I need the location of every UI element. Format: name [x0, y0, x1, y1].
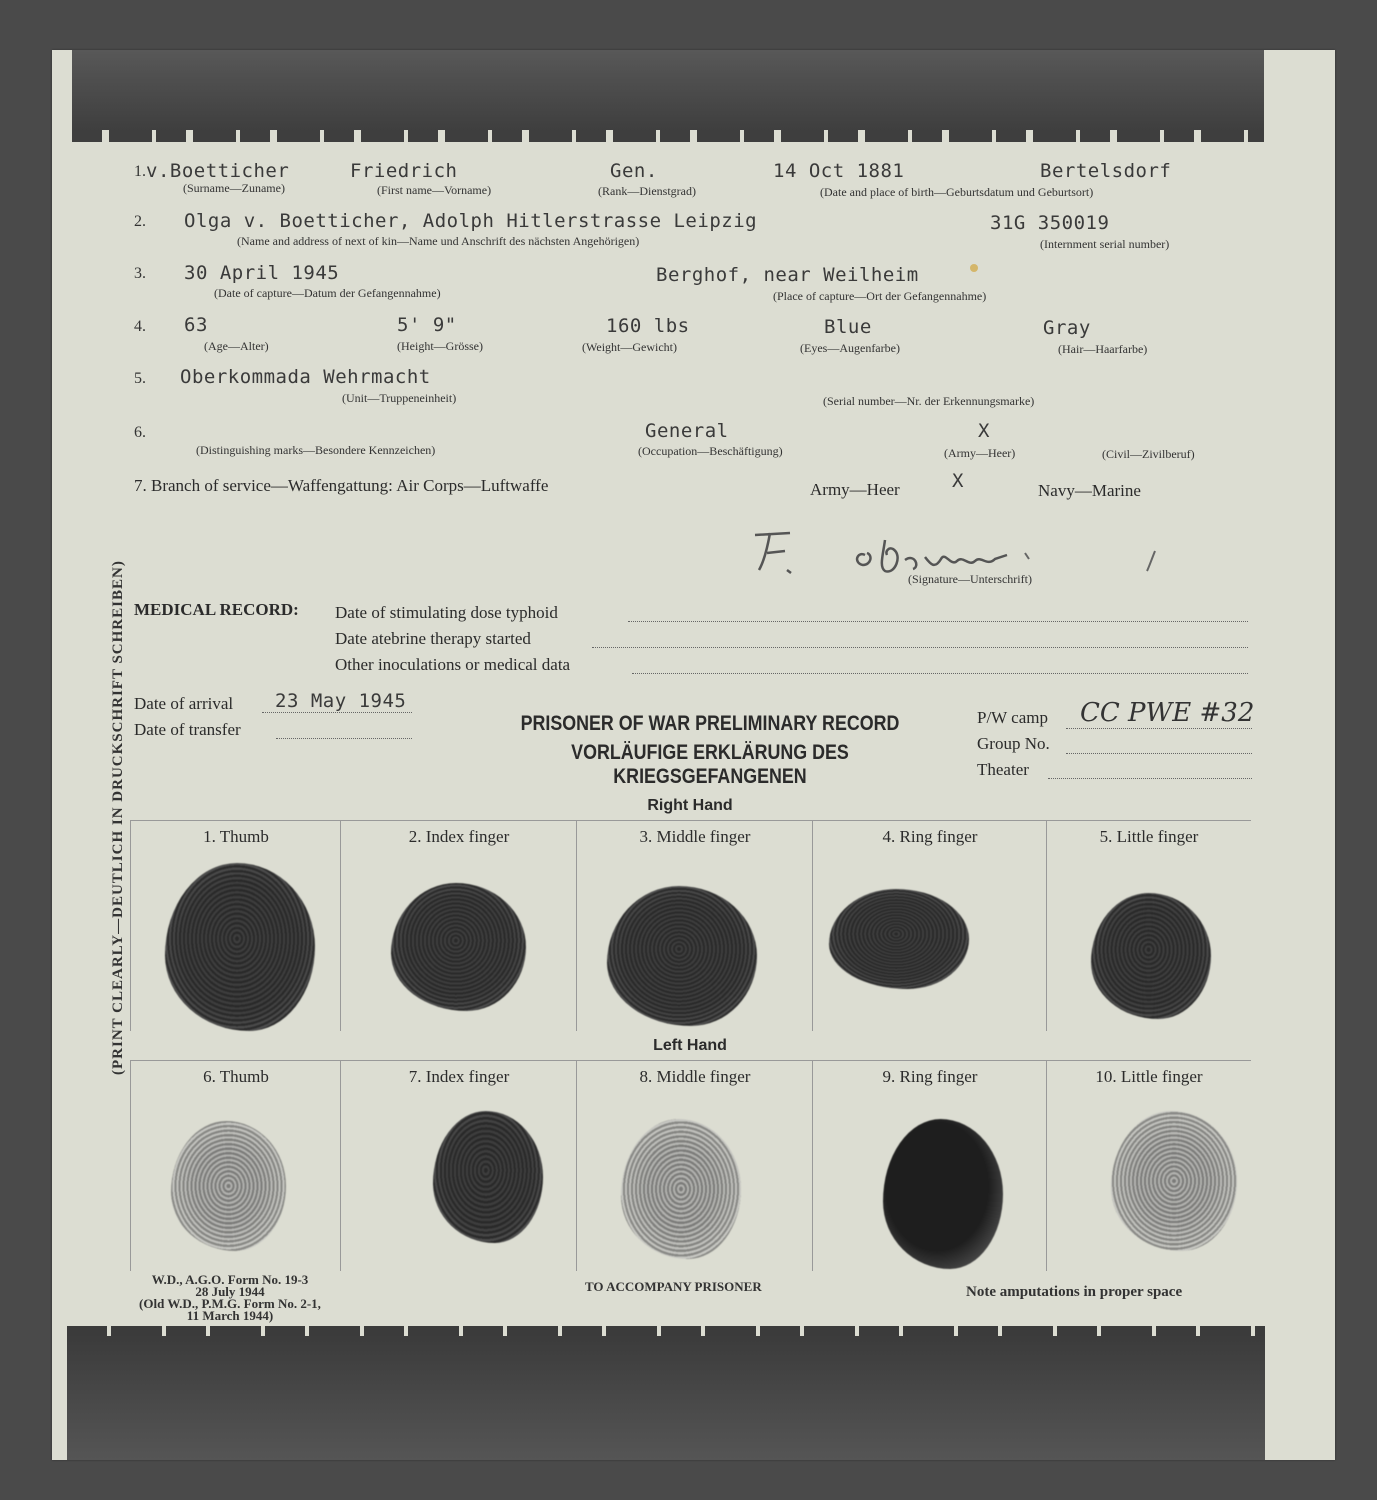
distinguishing-marks-caption: (Distinguishing marks—Besondere Kennzeichen)	[196, 443, 436, 457]
branch-of-service-label: 7. Branch of service—Waffengattung: Air Corps—Luftwaffe	[134, 476, 549, 495]
right-middle-cell	[576, 820, 813, 1031]
old-form-number-line: (Old W.D., P.M.G. Form No. 2-1,	[139, 1296, 321, 1311]
fingerprint-image	[165, 863, 315, 1031]
navy-label: Navy—Marine	[1038, 481, 1141, 500]
finger-label: 7. Index finger	[408, 1067, 510, 1086]
left-hand-heading: Left Hand	[653, 1037, 727, 1054]
old-form-date-line: 11 March 1944)	[186, 1308, 274, 1323]
pw-camp-value: CC PWE #32	[1080, 698, 1255, 728]
fingerprint-image	[883, 1119, 1003, 1269]
finger-label: 8. Middle finger	[639, 1067, 751, 1086]
army-checkmark-7: X	[952, 470, 964, 492]
rank-value: Gen.	[610, 160, 658, 182]
row-2-number: 2.	[134, 213, 146, 230]
birth-place-value: Bertelsdorf	[1040, 160, 1172, 182]
group-rule	[1066, 753, 1252, 754]
fingerprint-image	[171, 1121, 286, 1251]
army-checkmark-6: X	[978, 420, 990, 442]
amputations-note: Note amputations in proper space	[966, 1284, 1183, 1300]
next-of-kin-value: Olga v. Boetticher, Adolph Hitlerstrasse Leipzig	[184, 210, 758, 232]
army-caption: (Army—Heer)	[944, 446, 1016, 460]
medical-line-3-rule	[632, 673, 1248, 674]
group-no-label: Group No.	[977, 734, 1050, 753]
birth-date-value: 14 Oct 1881	[773, 160, 905, 182]
birth-caption: (Date and place of birth—Geburtsdatum und Geburtsort)	[820, 185, 1094, 199]
finger-label: 3. Middle finger	[639, 827, 751, 846]
medical-line-1-rule	[628, 621, 1248, 622]
date-of-arrival-value: 23 May 1945	[275, 690, 407, 712]
fingerprint-image	[391, 883, 526, 1011]
fingerprint-image	[607, 886, 757, 1026]
hair-value: Gray	[1043, 317, 1091, 339]
unit-caption: (Unit—Truppeneinheit)	[342, 391, 457, 405]
row-6-number: 6.	[134, 424, 146, 441]
hair-caption: (Hair—Haarfarbe)	[1058, 342, 1148, 356]
camp-rule	[1066, 728, 1252, 729]
surname-caption: (Surname—Zuname)	[183, 181, 285, 195]
fingerprint-image	[1091, 893, 1211, 1019]
height-caption: (Height—Grösse)	[397, 339, 483, 353]
left-thumb-cell	[130, 1060, 341, 1271]
eyes-value: Blue	[824, 316, 872, 338]
scan-band-bottom	[67, 1334, 1265, 1460]
form-title-de: VORLÄUFIGE ERKLÄRUNG DES KRIEGSGEFANGENEN	[571, 741, 849, 788]
weight-caption: (Weight—Gewicht)	[582, 340, 678, 354]
scan-band-top	[72, 50, 1264, 132]
transfer-rule	[276, 738, 412, 739]
medical-record-heading: MEDICAL RECORD:	[134, 600, 299, 619]
capture-date-caption: (Date of capture—Datum der Gefangennahme)	[214, 286, 441, 300]
date-of-arrival-label: Date of arrival	[134, 694, 234, 713]
left-hand-grid	[130, 1060, 1250, 1270]
capture-place-caption: (Place of capture—Ort der Gefangennahme)	[773, 289, 987, 303]
left-middle-cell	[576, 1060, 813, 1271]
internment-serial-value: 31G 350019	[990, 212, 1110, 234]
age-caption: (Age—Alter)	[204, 339, 269, 353]
occupation-caption: (Occupation—Beschäftigung)	[638, 444, 783, 458]
finger-label: 5. Little finger	[1099, 827, 1199, 846]
medical-line-atebrine: Date atebrine therapy started	[335, 629, 531, 648]
finger-label: 9. Ring finger	[882, 1067, 978, 1086]
form-number-block	[135, 1274, 325, 1322]
next-of-kin-caption: (Name and address of next of kin—Name und Anschrift des nächsten Angehörigen)	[237, 234, 640, 248]
to-accompany-prisoner: TO ACCOMPANY PRISONER	[585, 1279, 762, 1294]
fingerprint-image	[829, 889, 969, 989]
unit-value: Oberkommada Wehrmacht	[180, 366, 431, 388]
medical-line-typhoid: Date of stimulating dose typhoid	[335, 603, 558, 622]
fingerprint-image	[1111, 1111, 1237, 1251]
army-label: Army—Heer	[810, 480, 900, 499]
serial-number-caption: (Serial number—Nr. der Erkennungsmarke)	[823, 394, 1035, 408]
first-name-value: Friedrich	[350, 160, 458, 182]
right-index-cell	[340, 820, 577, 1031]
left-ring-cell	[812, 1060, 1047, 1271]
medical-line-other: Other inoculations or medical data	[335, 655, 571, 674]
theater-rule	[1048, 778, 1252, 779]
signature-caption: (Signature—Unterschrift)	[908, 572, 1032, 586]
right-thumb-cell	[130, 820, 341, 1031]
row-3-number: 3.	[134, 265, 146, 282]
finger-label: 10. Little finger	[1095, 1067, 1203, 1086]
left-index-cell	[340, 1060, 577, 1271]
form-number-line: W.D., A.G.O. Form No. 19-3	[151, 1272, 309, 1287]
eyes-caption: (Eyes—Augenfarbe)	[800, 341, 900, 355]
height-value: 5' 9"	[397, 314, 457, 336]
date-of-transfer-label: Date of transfer	[134, 720, 241, 739]
occupation-value: General	[645, 420, 729, 442]
capture-place-value: Berghof, near Weilheim	[656, 264, 919, 286]
side-instruction: (PRINT CLEARLY—DEUTLICH IN DRUCKSCHRIFT SCHREIBEN)	[110, 560, 126, 1075]
row-5-number: 5.	[134, 370, 146, 387]
rank-caption: (Rank—Dienstgrad)	[598, 184, 696, 198]
surname-value: v.Boetticher	[146, 160, 290, 182]
first-name-caption: (First name—Vorname)	[377, 183, 492, 197]
finger-label: 2. Index finger	[408, 827, 510, 846]
weight-value: 160 lbs	[606, 315, 690, 337]
row-1-number: 1.	[134, 163, 146, 180]
pw-camp-label: P/W camp	[977, 708, 1048, 727]
right-little-cell	[1046, 820, 1251, 1031]
ink-dot	[970, 264, 978, 272]
fingerprint-image	[621, 1119, 741, 1259]
right-ring-cell	[812, 820, 1047, 1031]
fingerprint-image	[433, 1111, 543, 1243]
capture-date-value: 30 April 1945	[184, 262, 340, 284]
civil-caption: (Civil—Zivilberuf)	[1102, 447, 1195, 461]
right-hand-grid	[130, 820, 1250, 1030]
arrival-rule	[262, 712, 412, 713]
age-value: 63	[184, 314, 208, 336]
right-hand-heading: Right Hand	[647, 797, 733, 814]
medical-line-2-rule	[592, 647, 1248, 648]
theater-label: Theater	[977, 760, 1029, 779]
finger-label: 6. Thumb	[203, 1067, 269, 1086]
left-little-cell	[1046, 1060, 1251, 1271]
internment-serial-caption: (Internment serial number)	[1040, 237, 1170, 251]
finger-label: 4. Ring finger	[882, 827, 978, 846]
row-4-number: 4.	[134, 318, 146, 335]
finger-label: 1. Thumb	[203, 827, 269, 846]
form-date-line: 28 July 1944	[195, 1284, 265, 1299]
form-title-en: PRISONER OF WAR PRELIMINARY RECORD	[520, 712, 900, 735]
